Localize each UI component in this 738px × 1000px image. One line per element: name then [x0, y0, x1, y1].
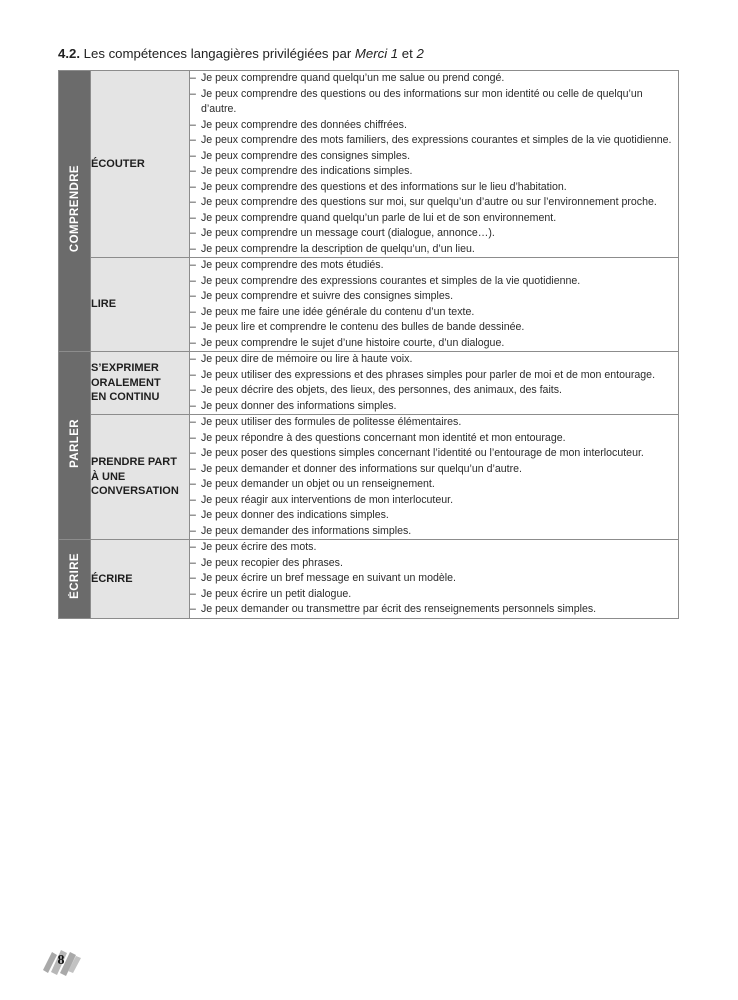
- table-row: [59, 352, 679, 415]
- group-label: COMPRENDRE: [68, 164, 81, 253]
- heading-title-italic: Merci 1: [354, 46, 399, 61]
- descriptor-item: – Je peux lire et comprendre le contenu des bulles de bande dessinée.: [190, 320, 678, 336]
- skill-label-line: LIRE: [91, 298, 117, 311]
- skill-cell: [91, 540, 190, 619]
- skill-label-line: PRENDRE PART: [91, 456, 177, 469]
- descriptor-item: – Je peux comprendre le sujet d’une histoire courte, d’un dialogue.: [190, 336, 678, 352]
- table-row: [59, 71, 679, 258]
- group-label: PARLER: [68, 418, 81, 468]
- descriptor-item: – Je peux comprendre quand quelqu’un parle de lui et de son environnement.: [190, 211, 678, 227]
- descriptor-item: – Je peux donner des informations simples.: [190, 399, 678, 415]
- descriptor-item: – Je peux comprendre des mots étudiés.: [190, 258, 678, 274]
- descriptor-item: – Je peux réagir aux interventions de mon interlocuteur.: [190, 493, 678, 509]
- descriptor-item: – Je peux écrire un petit dialogue.: [190, 587, 678, 603]
- descriptor-item: – Je peux comprendre quand quelqu’un me salue ou prend congé.: [190, 71, 678, 87]
- table-row: [59, 258, 679, 352]
- descriptor-cell: [190, 415, 679, 540]
- descriptor-item: – Je peux demander un objet ou un renseignement.: [190, 477, 678, 493]
- descriptor-item: – Je peux comprendre des données chiffrées.: [190, 118, 678, 134]
- descriptor-item: – Je peux comprendre un message court (dialogue, annonce…).: [190, 226, 678, 242]
- descriptor-item: – Je peux demander et donner des informations sur quelqu’un d’autre.: [190, 462, 678, 478]
- table-row: [59, 415, 679, 540]
- descriptor-item: – Je peux comprendre des questions ou des informations sur mon identité ou celle de quelqu’un d’autre.: [190, 87, 678, 118]
- skill-label-line: ORALEMENT: [91, 376, 161, 389]
- section-number: 4.2.: [58, 46, 80, 61]
- skill-label-line: À UNE: [91, 470, 126, 483]
- descriptor-item: – Je peux utiliser des expressions et des phrases simples pour parler de moi et de mon entourage.: [190, 368, 678, 384]
- descriptor-item: – Je peux utiliser des formules de politesse élémentaires.: [190, 415, 678, 431]
- descriptor-item: – Je peux dire de mémoire ou lire à haute voix.: [190, 352, 678, 368]
- group-label: ÉCRIRE: [68, 553, 81, 600]
- descriptor-item: – Je peux comprendre des expressions courantes et simples de la vie quotidienne.: [190, 274, 678, 290]
- descriptor-item: – Je peux me faire une idée générale du contenu d’un texte.: [190, 305, 678, 321]
- section-heading: [58, 46, 424, 62]
- skill-cell: [91, 258, 190, 352]
- descriptor-item: – Je peux comprendre des mots familiers, des expressions courantes et simples de la vie quotidienne.: [190, 133, 678, 149]
- descriptor-item: – Je peux comprendre des consignes simples.: [190, 149, 678, 165]
- skill-cell: [91, 71, 190, 258]
- descriptor-item: – Je peux comprendre la description de quelqu’un, d’un lieu.: [190, 242, 678, 258]
- competences-table: [58, 70, 679, 619]
- skill-cell: [91, 415, 190, 540]
- descriptor-item: – Je peux poser des questions simples concernant l’identité ou l’entourage de mon interlocuteur.: [190, 446, 678, 462]
- descriptor-item: – Je peux écrire des mots.: [190, 540, 678, 556]
- skill-label-line: ÉCRIRE: [91, 572, 133, 585]
- descriptor-item: – Je peux recopier des phrases.: [190, 556, 678, 572]
- descriptor-item: – Je peux donner des indications simples.: [190, 508, 678, 524]
- heading-text: Les compétences langagières privilégiées par: [80, 46, 355, 61]
- group-label-cell: [59, 540, 91, 619]
- table-row: [59, 540, 679, 619]
- descriptor-item: – Je peux répondre à des questions concernant mon identité et mon entourage.: [190, 431, 678, 447]
- group-label-cell: [59, 71, 91, 352]
- skill-label-line: ÉCOUTER: [91, 157, 145, 170]
- descriptor-cell: [190, 352, 679, 415]
- heading-text-middle: et: [398, 46, 417, 61]
- descriptor-item: – Je peux demander ou transmettre par écrit des renseignements personnels simples.: [190, 602, 678, 618]
- descriptor-item: – Je peux décrire des objets, des lieux, des personnes, des animaux, des faits.: [190, 383, 678, 399]
- descriptor-item: – Je peux comprendre des questions sur moi, sur quelqu’un d’autre ou sur l’environnement proche.: [190, 195, 678, 211]
- skill-label-line: CONVERSATION: [91, 485, 179, 498]
- descriptor-item: – Je peux comprendre des questions et des informations sur le lieu d’habitation.: [190, 180, 678, 196]
- heading-title-italic-2: 2: [416, 46, 424, 61]
- skill-label-line: EN CONTINU: [91, 391, 160, 404]
- page-number: 8: [57, 953, 65, 968]
- group-label-cell: [59, 352, 91, 540]
- descriptor-cell: [190, 71, 679, 258]
- descriptor-item: – Je peux comprendre et suivre des consignes simples.: [190, 289, 678, 305]
- descriptor-item: – Je peux demander des informations simples.: [190, 524, 678, 540]
- descriptor-cell: [190, 540, 679, 619]
- descriptor-cell: [190, 258, 679, 352]
- skill-label-line: S’EXPRIMER: [91, 362, 159, 375]
- skill-cell: [91, 352, 190, 415]
- descriptor-item: – Je peux comprendre des indications simples.: [190, 164, 678, 180]
- descriptor-item: – Je peux écrire un bref message en suivant un modèle.: [190, 571, 678, 587]
- page-number-badge: [40, 946, 84, 978]
